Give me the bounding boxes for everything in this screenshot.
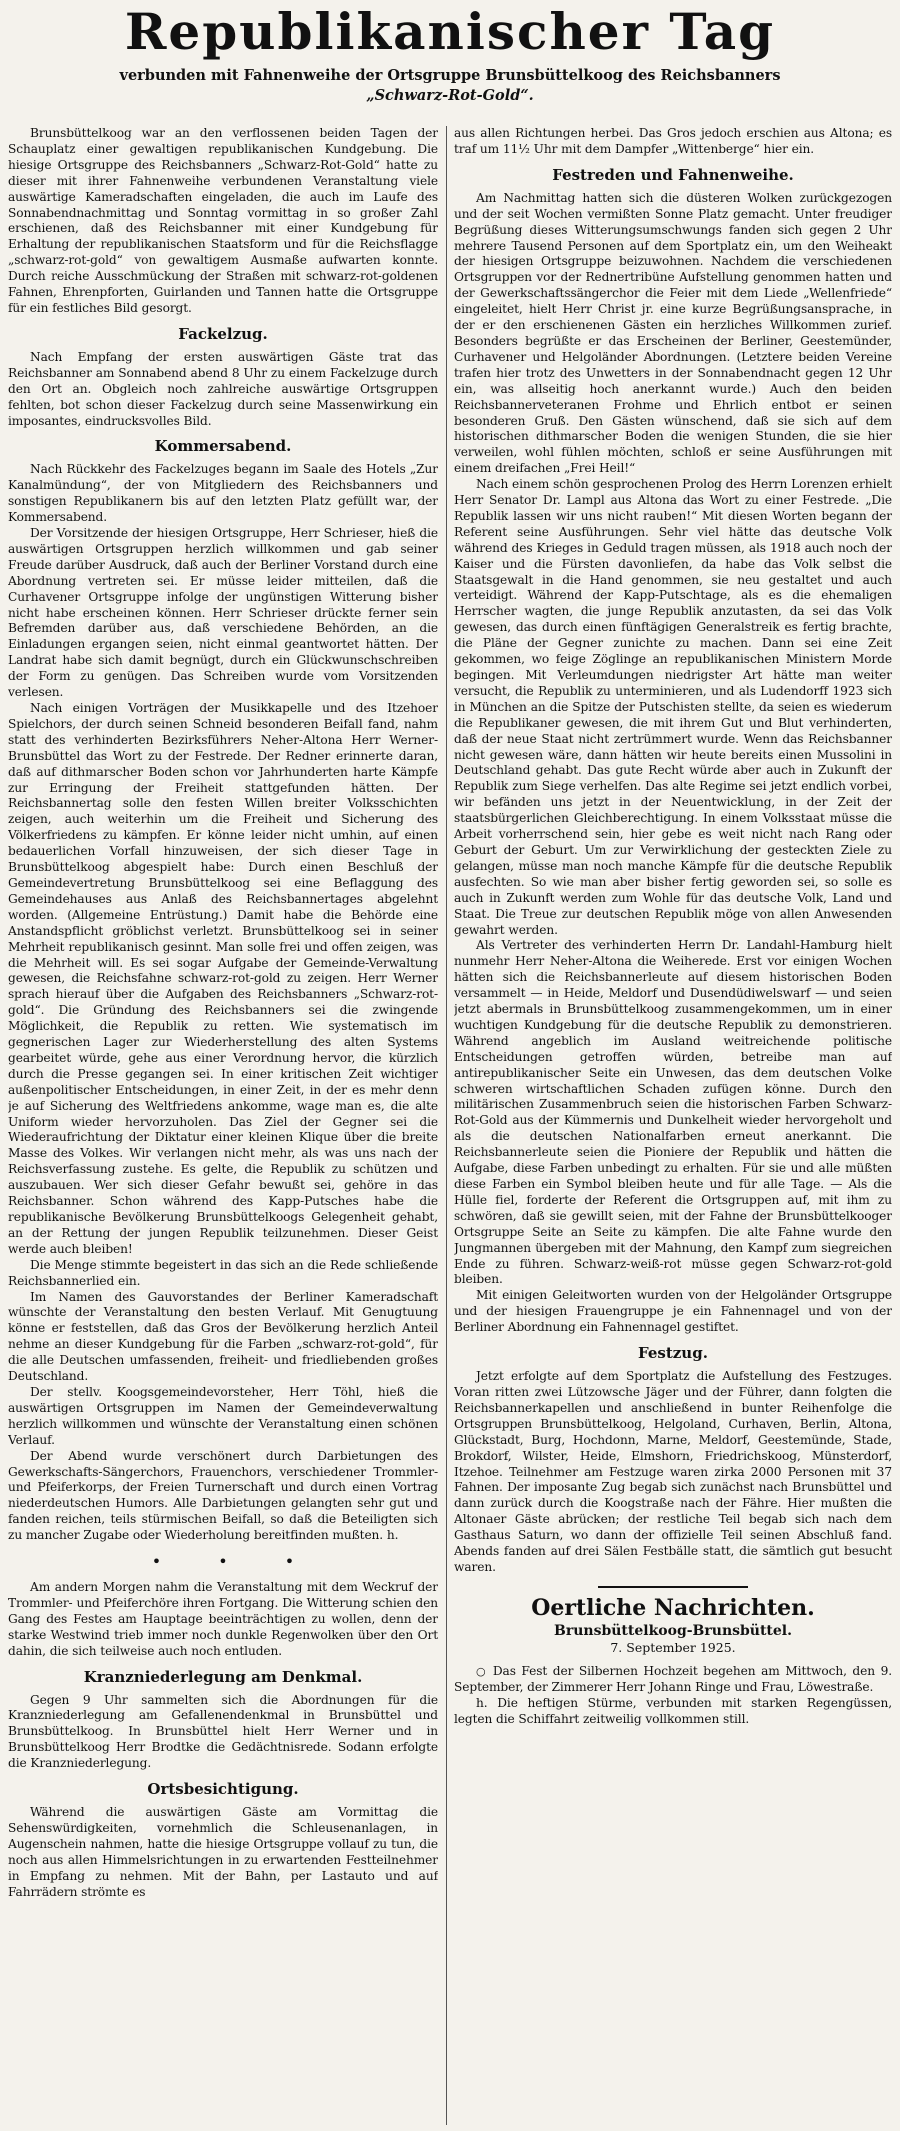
heading-fackelzug: Fackelzug. [178, 324, 268, 343]
local-news-item-1-text: Das Fest der Silbernen Hochzeit begehen am Mittwoch, den 9. September, der Zimmerer Herr Johann Ringe und Frau, Löwestraße. [454, 1663, 892, 1694]
local-news-title: Oertliche Nachrichten. [531, 1594, 815, 1621]
local-news-place: Brunsbüttelkoog-Brunsbüttel. [554, 1622, 792, 1639]
paragraph-fest-2: Nach einem schön gesprochenen Prolog des Herrn Lorenzen erhielt Herr Senator Dr. Lampl aus Altona das Wort zu einer Festrede. „Die Republik lassen wir uns nicht rauben!“ Mit diesen Worten begann der Referent seine Ausführungen. Sehr viel hätte das deutsche Volk während des Krieges in Geduld tragen müssen, als 1918 auch noch der Kaiser und die Fürsten davonliefen, da habe das Volk selbst die Staatsgewalt in die Hand genommen, sie neu gestaltet und auch verteidigt. Während der Kapp-Putschtage, als es die ehemaligen Herrscher wagten, die junge Republik anzutasten, da sei das Volk gewesen, das durch einen fünftägigen Generalstreik es fertig brachte, die Pläne der Gegner zunichte zu machen. Dann sei eine Zeit gekommen, wo feige Zöglinge an republikanischen Ministern Morde begingen. Mit Verleumdungen niedrigster Art hätte man weiter versucht, die Republik zu unterminieren, und als Ludendorff 1923 sich in München an die Spitze der Putschisten stellte, da seien es wiederum die Republikaner gewesen, die mit ihrem Gut und Blut verhinderten, daß der neue Staat nicht zertrümmert wurde. Wenn das Reichsbanner nicht gewesen wäre, dann hätten wir heute bereits einen Mussolini in Deutschland gehabt. Das gute Recht würde aber auch in Zukunft der Republik zum Siege verhelfen. Das alte Regime sei jetzt endlich vorbei, wir befänden uns jetzt in der Neuentwicklung, in der Zeit der staatsbürgerlichen Gleichberechtigung. In einem Volksstaat müsse die Arbeit vorherrschend sein, hier gebe es weit nicht nach Rang oder Geburt der Geburt. Um zur Verwirklichung der gesteckten Ziele zu gelangen, müsse man noch manche Kämpfe für die deutsche Republik ausfechten. So wie man aber bisher fertig geworden sei, so solle es auch in Zukunft werden zum Wohle für das deutsche Volk, Land und Staat. Die Treue zur deutschen Republik möge von allen Anwesenden gewahrt werden. [454, 477, 892, 937]
page-subtitle-quote: „Schwarz-Rot-Gold“. [366, 87, 534, 104]
paragraph-fest-1: Am Nachmittag hatten sich die düsteren Wolken zurückgezogen und der seit Wochen vermißten Sonne Platz gemacht. Unter freudiger Begrüßung dieses Witterungsumschwungs fanden sich gegen 2 Uhr mehrere Tausend Personen auf dem Sportplatz ein, um den Weiheakt der hiesigen Ortsgruppe beizuwohnen. Nachdem die verschiedenen Ortsgruppen vor der Rednertribüne Aufstellung genommen hatten und der Gewerkschaftssängerchor die Feier mit dem Liede „Wellenfriede“ eingeleitet, hielt Herr Christ jr. eine kurze Begrüßungsansprache, in der er den erschienenen Gästen ein herzliches Willkommen zurief. Besonders begrüßte er das Erscheinen der Berliner, Geestemünder, Curhavener und Helgoländer Abordnungen. (Letztere beiden Vereine trafen hier trotz des Unwetters in der Sonnabendnacht gegen 12 Uhr ein, was allseitig hoch anerkannt wurde.) Auch den beiden Reichsbannerveteranen Frohme und Ehrlich entbot er seinen besonderen Gruß. Den Gästen wünschend, daß sie sich auf dem historischen dithmarscher Boden die wenigen Stunden, die sie hier verweilen, wohl fühlen möchten, schloß er seine Ausführungen mit einem dreifachen „Frei Heil!“ [454, 190, 892, 476]
left-column [8, 126, 438, 2125]
paragraph-kommers-5: Im Namen des Gauvorstandes der Berliner Kameradschaft wünschte der Veranstaltung den besten Verlauf. Mit Genugtuung könne er feststellen, daß das Gros der Bevölkerung herzlich Anteil nehme an dieser Kundgebung für die Farben „schwarz-rot-gold“, für die alle Deutschen umfassenden, freiheit- und friedliebenden großes Deutschland. [8, 1289, 438, 1384]
paragraph-kommers-1: Nach Rückkehr des Fackelzuges begann im Saale des Hotels „Zur Kanalmündung“, der von Mitgliedern des Reichsbanners und sonstigen Republikanern bis auf den letzten Platz gefüllt war, der Kommersabend. [8, 462, 438, 525]
paragraph-kommers-6: Der stellv. Koogsgemeindevorsteher, Herr Töhl, hieß die auswärtigen Ortsgruppen im Namen der Gemeindeverwaltung herzlich willkommen und wünschte der Veranstaltung einen schönen Verlauf. [8, 1384, 438, 1447]
paragraph-kommers-7 [8, 1449, 438, 1544]
section-separator: • • • [151, 1552, 321, 1572]
column-divider [446, 126, 447, 2125]
local-news-item-1 [454, 1664, 892, 1696]
right-column [454, 126, 892, 2125]
paragraph-morgen: Am andern Morgen nahm die Veranstaltung mit dem Weckruf der Trommler- und Pfeiferchöre ihren Fortgang. Die Witterung schien den Gang des Festes am Hauptage beeinträchtigen zu wollen, denn der starke Westwind trieb immer noch dunkle Regenwolken über den Ort dahin, die sich teilweise auch noch entluden. [8, 1580, 438, 1658]
paragraph-kommers-4: Die Menge stimmte begeistert in das sich an die Rede schließende Reichsbannerlied ein. [8, 1257, 438, 1288]
article-columns [8, 126, 892, 2125]
paragraph-kommers-7-text: Der Abend wurde verschönert durch Darbietungen des Gewerkschafts-Sängerchors, Frauenchors, verschiedener Trommler- und Pfeiferkorps, der Freien Turnerschaft und durch einen Vortrag niederdeutschen Humors. Alle Darbietungen gelangten sehr gut und fanden reichen, teils stürmischen Beifall, so daß die Beteiligten sich zu mancher Zugabe oder Wiederholung bereitfinden mußten. [8, 1448, 438, 1543]
paragraph-continuation: aus allen Richtungen herbei. Das Gros jedoch erschien aus Altona; es traf um 11½ Uhr mit dem Dampfer „Wittenberge“ hier ein. [454, 126, 892, 156]
heading-festreden: Festreden und Fahnenweihe. [552, 165, 794, 184]
paragraph-fest-4: Mit einigen Geleitworten wurden von der Helgoländer Ortsgruppe und der hiesigen Frauengruppe je ein Fahnennagel und von der Berliner Abordnung ein Fahnennagel gestiftet. [454, 1288, 892, 1335]
masthead [8, 0, 892, 106]
heading-kommersabend: Kommersabend. [154, 437, 292, 456]
local-news-item-2: h. Die heftigen Stürme, verbunden mit starken Regengüssen, legten die Schiffahrt zeitweilig vollkommen still. [454, 1695, 892, 1726]
paragraph-ortsbesichtigung: Während die auswärtigen Gäste am Vormittag die Sehenswürdigkeiten, vornehmlich die Schleusenanlagen, in Augenschein nahmen, hatte die hiesige Ortsgruppe vollauf zu tun, die noch aus allen Himmelsrichtungen in zu erwartenden Festteilnehmer in Empfang zu nehmen. Mit der Bahn, per Lastauto und auf Fahrrädern strömte es [8, 1805, 438, 1899]
author-initial: h. [386, 1528, 399, 1543]
paragraph-kommers-2: Der Vorsitzende der hiesigen Ortsgruppe, Herr Schrieser, hieß die auswärtigen Ortsgruppen herzlich willkommen und gab seiner Freude darüber Ausdruck, daß auch der Berliner Vorstand durch eine Abordnung vertreten sei. Er müsse leider mitteilen, daß die Curhavener Ortsgruppe infolge der ungünstigen Witterung bisher nicht habe erscheinen können. Herr Schrieser drückte ferner sein Befremden darüber aus, daß verschiedene Behörden, an die Einladungen ergangen seien, nicht einmal geantwortet hätten. Der Landrat habe sich damit begnügt, durch ein Glückwunschschreiben der Form zu genügen. Das Schreiben wurde vom Vorsitzenden verlesen. [8, 526, 438, 700]
local-news-date: 7. September 1925. [610, 1639, 736, 1655]
local-news-rule [598, 1586, 748, 1588]
paragraph-kommers-3: Nach einigen Vorträgen der Musikkapelle und des Itzehoer Spielchors, der durch seinen Schneid besonderen Beifall fand, nahm statt des verhinderten Bezirksführers Neher-Altona Herr Werner-Brunsbüttel das Wort zu der Festrede. Der Redner erinnerte daran, daß auf dithmarscher Boden schon vor Jahrhunderten harte Kämpfe zur Erringung der Freiheit stattgefunden hätten. Der Reichsbannertag solle den festen Willen breiter Volksschichten zeigen, auch weiterhin um die Freiheit und Sicherung des Völkerfriedens zu kämpfen. Er könne leider nicht umhin, auf einen bedauerlichen Vorfall hinzuweisen, der sich dieser Tage in Brunsbüttelkoog abgespielt habe: Durch einen Beschluß der Gemeindevertretung Brunsbüttelkoog sei eine Beflaggung des Gemeindehauses aus Anlaß des Reichsbannertages abgelehnt worden. (Allgemeine Entrüstung.) Damit habe die Behörde eine Anstandspflicht gröblichst verletzt. Brunsbüttelkoog sei in seiner Mehrheit republikanisch gesinnt. Man solle frei und offen zeigen, was die Mehrheit will. Es sei sogar Aufgabe der Gemeinde-Verwaltung gewesen, die Reichsfahne schwarz-rot-gold zu zeigen. Herr Werner sprach hierauf über die Aufgaben des Reichsbanners „Schwarz-rot-gold“. Die Gründung des Reichsbanners sei die zwingende Möglichkeit, die Republik zu retten. Wie systematisch im gegnerischen Lager zur Wiederherstellung des alten Systems gearbeitet würde, gehe aus einer Verordnung hervor, die kürzlich durch die Presse gegangen sei. In einer kritischen Zeit wichtiger außenpolitischer Entscheidungen, in einer Zeit, in der es mehr denn je auf Sicherung des Weltfriedens ankomme, wage man es, die alte Uniform wieder hervorzuholen. Das Ziel der Gegner sei die Wiederaufrichtung der Diktatur einer kleinen Klique über die breite Masse des Volkes. Wir verlangen nicht mehr, als was uns nach der Reichsverfassung zustehe. Es gelte, die Republik zu schützen und auszubauen. Wer sich dieser Gefahr bewußt sei, gehöre in das Reichsbanner. Schon während des Kapp-Putsches habe die republikanische Bevölkerung Brunsbüttelkoogs Gelegenheit gehabt, an der Rettung der jungen Republik teilzunehmen. Dieser Geist werde auch bleiben! [8, 701, 438, 1256]
paragraph-kranzniederlegung: Gegen 9 Uhr sammelten sich die Abordnungen für die Kranzniederlegung am Gefallenendenkmal in Brunsbüttel und Brunsbüttelkoog. In Brunsbüttel hielt Herr Werner und in Brunsbüttelkoog Herr Brodtke die Gedächtnisrede. Sodann erfolgte die Kranzniederlegung. [8, 1692, 438, 1771]
page-title: Republikanischer Tag [124, 2, 776, 61]
heading-ortsbesichtigung: Ortsbesichtigung. [147, 1780, 299, 1799]
paragraph-intro: Brunsbüttelkoog war an den verflossenen beiden Tagen der Schauplatz einer gewaltigen republikanischen Kundgebung. Die hiesige Ortsgruppe des Reichsbanners „Schwarz-Rot-Gold“ hatte zu dieser mit ihrer Fahnenweihe verbundenen Veranstaltung viele auswärtige Kameradschaften eingeladen, die auch im Laufe des Sonnabendnachmittag und Sonntag vormittag in so großer Zahl erschienen, daß des Reichsbanner mit einer Kundgebung für Erhaltung der republikanischen Staatsform und für die Reichsflagge „schwarz-rot-gold“ von gewaltigem Ausmaße aufwarten konnte. Durch reiche Ausschmückung der Straßen mit schwarz-rot-goldenen Fahnen, Ehrenpforten, Guirlanden und Tannen hatte die Ortsgruppe für ein festliches Bild gesorgt. [8, 126, 438, 315]
heading-festzug: Festzug. [638, 1344, 708, 1363]
paragraph-fest-3: Als Vertreter des verhinderten Herrn Dr. Landahl-Hamburg hielt nunmehr Herr Neher-Altona die Weiherede. Erst vor einigen Wochen hätten sich die Reichsbannerleute auf diesem historischen Boden versammelt — in Heide, Meldorf und Dusendüdiwelswarf — und seien jetzt abermals in Brunsbüttelkoog zusammengekommen, um in einer wuchtigen Kundgebung für die deutsche Republik zu demonstrieren. Während angeblich im Ausland weitreichende politische Entscheidungen getroffen würden, betreibe man auf antirepublikanischer Seite ein Unwesen, das dem deutschen Volke schweren wirtschaftlichen Schaden zufügen könne. Durch den militärischen Zusammenbruch seien die historischen Farben Schwarz-Rot-Gold aus der Kümmernis und Dunkelheit wieder hervorgeholt und als die deutschen Nationalfarben erneut anerkannt. Die Reichsbannerleute seien die Pioniere der Republik und hätten die Aufgabe, diese Farben unbedingt zu erhalten. Für sie und alle müßten diese Farben ein Symbol bleiben heute und für alle Tage. — Als die Hülle fiel, forderte der Referent die Ortsgruppen auf, mit ihm zu schwören, daß sie gewillt seien, mit der Fahne der Brunsbüttelkooger Ortsgruppe Seite an Seite zu kämpfen. Die alte Fahne wurde den Jungmannen übergeben mit der Mahnung, den Kampf zum siegreichen Ende zu führen. Schwarz-weiß-rot müsse gegen Schwarz-rot-gold bleiben. [454, 938, 892, 1287]
local-news-section [454, 1586, 892, 1656]
paragraph-fackelzug: Nach Empfang der ersten auswärtigen Gäste trat das Reichsbanner am Sonnabend abend 8 Uhr zu einem Fackelzuge durch den Ort an. Obgleich noch zahlreiche auswärtige Ortsgruppen fehlten, bot schon dieser Fackelzug durch seine Massenwirkung ein imposantes, eindrucksvolles Bild. [8, 349, 438, 428]
circle-bullet-icon: ○ [476, 1664, 488, 1678]
heading-kranzniederlegung: Kranzniederlegung am Denkmal. [83, 1667, 363, 1686]
paragraph-festzug: Jetzt erfolgte auf dem Sportplatz die Aufstellung des Festzuges. Voran ritten zwei Lützowsche Jäger und der Führer, dann folgten die Reichsbannerkapellen und anschließend in bunter Reihenfolge die Ortsgruppen Brunsbüttelkoog, Helgoland, Curhaven, Berlin, Altona, Glückstadt, Burg, Hochdonn, Marne, Meldorf, Geestemünde, Stade, Brokdorf, Wilster, Heide, Elmshorn, Friedrichskoog, Münsterdorf, Itzehoe. Teilnehmer am Festzuge waren zirka 2000 Personen mit 37 Fahnen. Der imposante Zug begab sich zunächst nach Brunsbüttel und dann zurück durch die Koogstraße nach der Fähre. Hier mußten die Altonaer Gäste abrücken; der restliche Teil begab sich nach dem Gasthaus Saturn, wo dann der offizielle Teil seinen Abschluß fand. Abends fanden auf drei Sälen Festbälle statt, die sämtlich gut besucht waren. [454, 1369, 892, 1574]
page-subtitle: verbunden mit Fahnenweihe der Ortsgruppe Brunsbüttelkoog des Reichsbanners [119, 67, 781, 84]
